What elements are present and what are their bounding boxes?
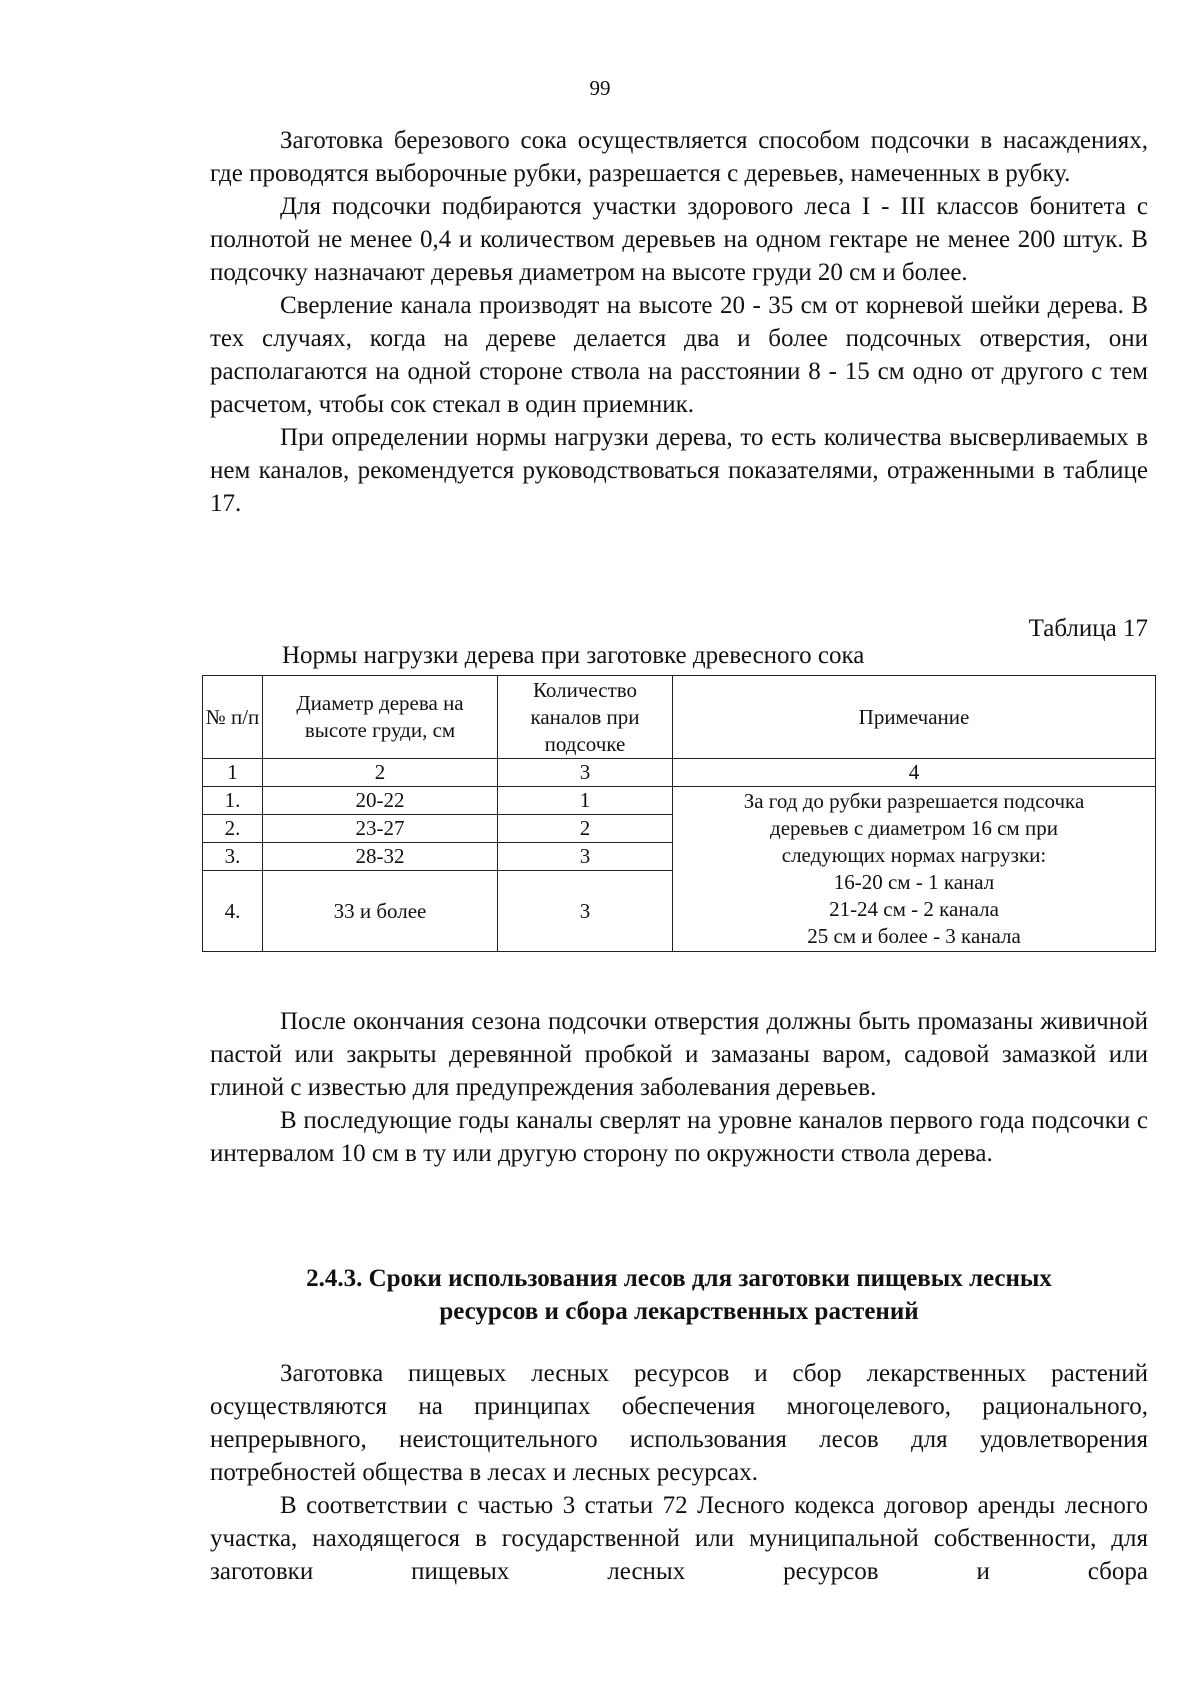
- header-note: Примечание: [673, 676, 1156, 759]
- row-diameter: 28-32: [263, 843, 498, 871]
- paragraph: В соответствии с частью 3 статьи 72 Лесного кодекса договор аренды лесного участка, находящегося в государственной или муниципальной собственности, для заготовки пищевых лесных ресурсов и сбора: [210, 1492, 1148, 1585]
- paragraph: Сверление канала производят на высоте 20 - 35 см от корневой шейки дерева. В тех случаях, когда на дереве делается два и более подсочных отверстия, они располагаются на одной стороне ствола на расстоянии 8 - 15 см одно от другого с тем расчетом, чтобы сок стекал в один приемник.: [210, 292, 1148, 418]
- section-heading-line: ресурсов и сбора лекарственных растений: [439, 1298, 919, 1325]
- note-line: 16-20 см - 1 канал: [833, 870, 995, 894]
- column-number: 1: [203, 759, 263, 787]
- row-channels: 3: [498, 843, 673, 871]
- row-channels: 2: [498, 815, 673, 843]
- row-num: 2.: [203, 815, 263, 843]
- section-heading-line: 2.4.3. Сроки использования лесов для заготовки пищевых лесных: [306, 1265, 1052, 1292]
- page-number: 99: [589, 76, 611, 100]
- note-line: 25 см и более - 3 канала: [807, 924, 1021, 948]
- row-diameter: 33 и более: [263, 871, 498, 952]
- note-line: 21-24 см - 2 канала: [829, 897, 999, 921]
- table-row: [203, 787, 1156, 815]
- row-channels: 1: [498, 787, 673, 815]
- paragraph: В последующие годы каналы сверлят на уровне каналов первого года подсочки с интервалом 10 см в ту или другую сторону по окружности ствола дерева.: [210, 1107, 1148, 1167]
- intro-text: [210, 124, 1148, 520]
- row-diameter: 23-27: [263, 815, 498, 843]
- paragraph: Заготовка пищевых лесных ресурсов и сбор лекарственных растений осуществляются на принципах обеспечения многоцелевого, рационального, непрерывного, неистощительного использования лесов для удовлетворения потребностей общества в лесах и лесных ресурсах.: [210, 1360, 1148, 1486]
- note-line: За год до рубки разрешается подсочка: [743, 789, 1085, 813]
- row-channels: 3: [498, 871, 673, 952]
- header-diameter: Диаметр дерева на высоте груди, см: [263, 676, 498, 759]
- note-line: деревьев с диаметром 16 см при: [770, 816, 1058, 840]
- column-number: 3: [498, 759, 673, 787]
- header-channels: Количество каналов при подсочке: [498, 676, 673, 759]
- table-header-row: [203, 676, 1156, 759]
- row-diameter: 20-22: [263, 787, 498, 815]
- paragraph: После окончания сезона подсочки отверстия должны быть промазаны живичной пастой или закрыты деревянной пробкой и замазаны варом, садовой замазкой или глиной с известью для предупреждения заболевания деревьев.: [210, 1008, 1148, 1101]
- column-number: 4: [673, 759, 1156, 787]
- post-season-text: [210, 1005, 1148, 1170]
- note-cell: [673, 787, 1156, 952]
- table-caption: Нормы нагрузки дерева при заготовке древесного сока: [282, 642, 865, 669]
- section-text: [210, 1357, 1148, 1588]
- column-number-row: [203, 759, 1156, 787]
- load-norms-table: [202, 675, 1156, 952]
- note-line: следующих нормах нагрузки:: [781, 843, 1047, 867]
- header-num: № п/п: [203, 676, 263, 759]
- table-number: Таблица 17: [1028, 615, 1148, 642]
- section-heading: [210, 1262, 1148, 1328]
- paragraph: Заготовка березового сока осуществляется способом подсочки в насаждениях, где проводятся выборочные рубки, разрешается с деревьев, намеченных в рубку.: [210, 127, 1148, 187]
- paragraph: При определении нормы нагрузки дерева, то есть количества высверливаемых в нем каналов, рекомендуется руководствоваться показателями, отраженными в таблице 17.: [210, 424, 1148, 517]
- row-num: 3.: [203, 843, 263, 871]
- column-number: 2: [263, 759, 498, 787]
- row-num: 4.: [203, 871, 263, 952]
- paragraph: Для подсочки подбираются участки здорового леса I - III классов бонитета с полнотой не менее 0,4 и количеством деревьев на одном гектаре не менее 200 штук. В подсочку назначают деревья диаметром на высоте груди 20 см и более.: [210, 193, 1148, 286]
- row-num: 1.: [203, 787, 263, 815]
